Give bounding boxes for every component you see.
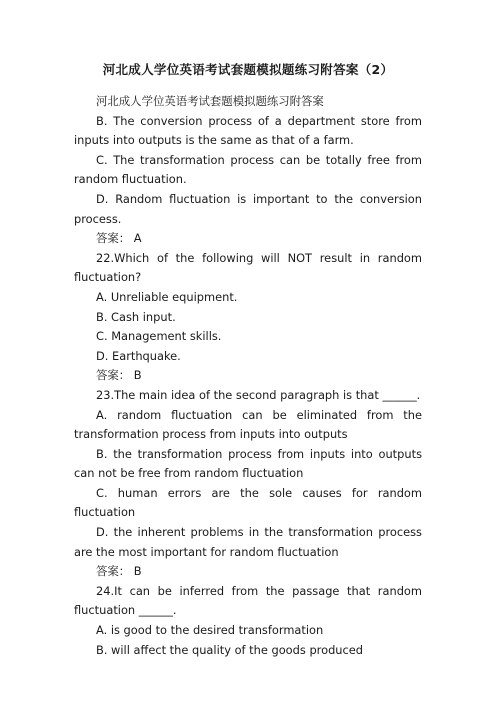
question-24: 24.It can be inferred from the passage that random fluctuation ______. <box>74 583 422 618</box>
option-d-22: D. Earthquake. <box>96 348 181 363</box>
answer-23: 答案： B <box>96 564 142 579</box>
option-c-22: C. Management skills. <box>96 329 222 344</box>
option-c-21: C. The transformation process can be totally free from random fluctuation. <box>74 152 422 187</box>
question-22: 22.Which of the following will NOT result in random fluctuation? <box>74 250 422 285</box>
option-b-22: B. Cash input. <box>96 309 176 324</box>
option-a-24: A. is good to the desired transformation <box>96 623 324 638</box>
option-d-23: D. the inherent problems in the transformation process are the most important for random fluctuation <box>74 525 422 559</box>
option-d-21: D. Random fluctuation is important to the conversion process. <box>74 191 422 226</box>
option-b-24: B. will affect the quality of the goods produced <box>96 642 364 657</box>
question-23: 23.The main idea of the second paragraph is that ______. <box>96 387 421 402</box>
subtitle-line: 河北成人学位英语考试套题模拟题练习附答案 <box>96 94 324 108</box>
answer-21: 答案： A <box>96 231 142 246</box>
option-a-22: A. Unreliable equipment. <box>96 289 238 304</box>
answer-22: 答案： B <box>96 368 142 383</box>
option-c-23: C. human errors are the sole causes for random fluctuation <box>74 485 422 520</box>
option-b-23: B. the transformation process from inputs into outputs can not be free from random fluctuation <box>74 446 422 481</box>
document-title: 河北成人学位英语考试套题模拟题练习附答案（2） <box>102 62 394 77</box>
option-b-21: B. The conversion process of a department store from inputs into outputs is the same as that of a farm. <box>74 113 422 148</box>
option-a-23: A. random fluctuation can be eliminated from the transformation process from inputs into outputs <box>74 407 422 442</box>
